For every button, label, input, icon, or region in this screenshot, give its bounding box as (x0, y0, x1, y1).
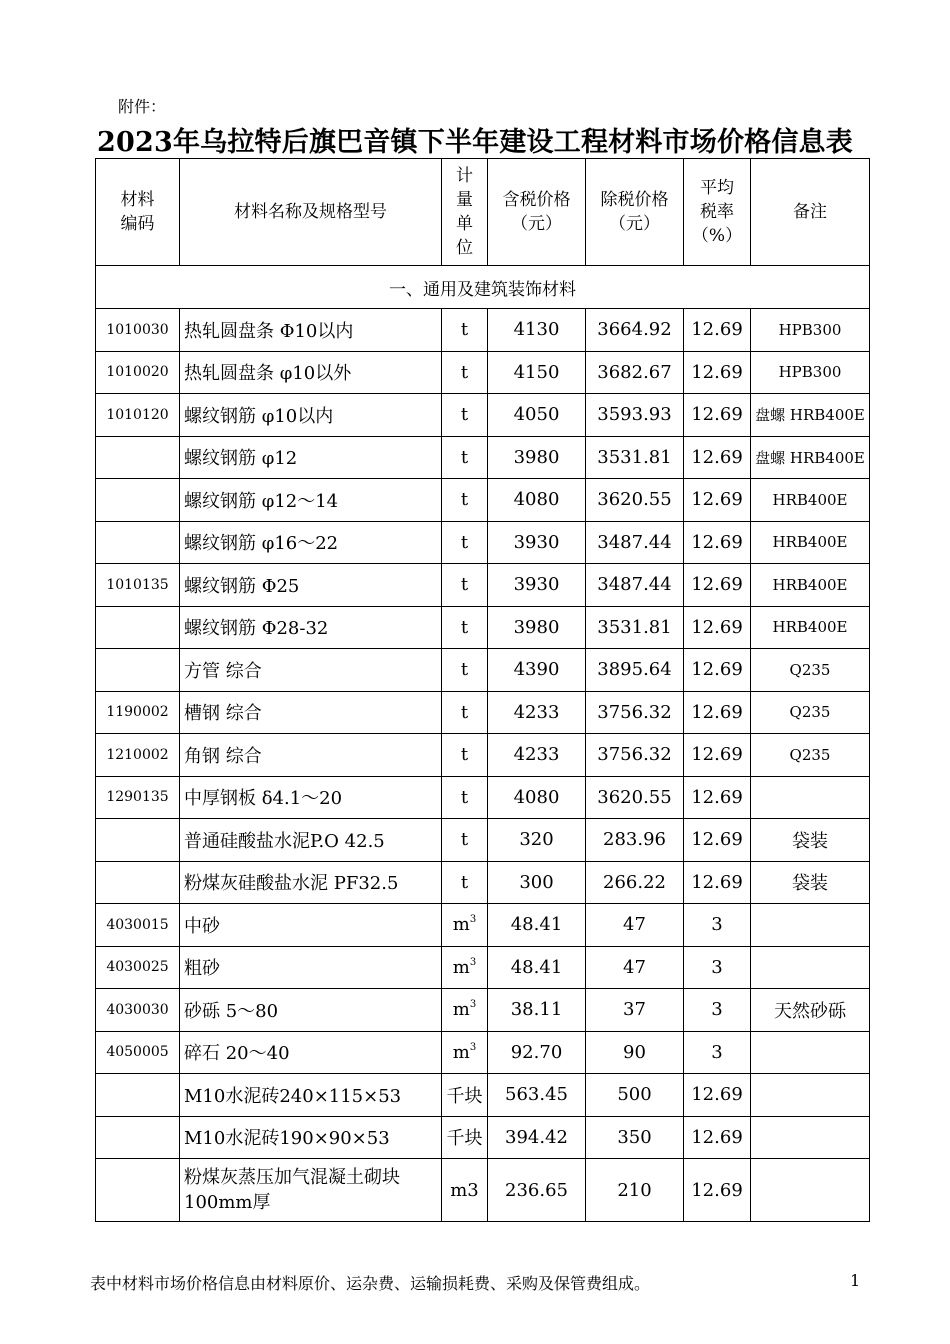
material-name: 中砂 (180, 904, 442, 947)
price-with-tax: 38.11 (488, 989, 586, 1032)
unit: t (442, 776, 488, 819)
price-without-tax: 90 (586, 1031, 684, 1074)
note: 盘螺 HRB400E (751, 436, 870, 479)
price-without-tax: 3664.92 (586, 309, 684, 352)
price-with-tax: 4050 (488, 394, 586, 437)
note: Q235 (751, 691, 870, 734)
table-row (96, 946, 870, 989)
unit: t (442, 649, 488, 692)
table-row (96, 521, 870, 564)
material-code (96, 819, 180, 862)
price-without-tax: 3620.55 (586, 776, 684, 819)
tax-rate: 12.69 (684, 776, 751, 819)
note: 盘螺 HRB400E (751, 394, 870, 437)
header-unit: 计 量 单 位 (442, 159, 488, 266)
section-row (96, 266, 870, 309)
price-without-tax: 3487.44 (586, 521, 684, 564)
table-row (96, 776, 870, 819)
price-without-tax: 266.22 (586, 861, 684, 904)
unit: t (442, 734, 488, 777)
tax-rate: 12.69 (684, 521, 751, 564)
price-with-tax: 4130 (488, 309, 586, 352)
header-tax-rate: 平均 税率 （%） (684, 159, 751, 266)
table-row (96, 1116, 870, 1159)
material-code (96, 606, 180, 649)
unit: t (442, 564, 488, 607)
unit: t (442, 861, 488, 904)
material-code: 1010030 (96, 309, 180, 352)
tax-rate: 12.69 (684, 436, 751, 479)
tax-rate: 12.69 (684, 1116, 751, 1159)
table-row (96, 606, 870, 649)
note: HRB400E (751, 521, 870, 564)
price-with-tax: 4233 (488, 691, 586, 734)
material-name: 热轧圆盘条 Φ10以内 (180, 309, 442, 352)
tax-rate: 12.69 (684, 861, 751, 904)
note: HPB300 (751, 351, 870, 394)
material-name: 粗砂 (180, 946, 442, 989)
price-without-tax: 3895.64 (586, 649, 684, 692)
tax-rate: 3 (684, 989, 751, 1032)
material-code: 1210002 (96, 734, 180, 777)
note: 袋装 (751, 819, 870, 862)
material-code (96, 861, 180, 904)
material-name: 方管 综合 (180, 649, 442, 692)
tax-rate: 3 (684, 1031, 751, 1074)
material-name: 螺纹钢筋 Φ28-32 (180, 606, 442, 649)
unit: t (442, 436, 488, 479)
unit: $m^3$ (442, 904, 488, 947)
unit: t (442, 819, 488, 862)
unit: t (442, 691, 488, 734)
material-code: 4030015 (96, 904, 180, 947)
price-with-tax: 3980 (488, 606, 586, 649)
price-with-tax: 4080 (488, 479, 586, 522)
price-without-tax: 210 (586, 1159, 684, 1222)
price-without-tax: 37 (586, 989, 684, 1032)
table-row (96, 309, 870, 352)
table-row (96, 904, 870, 947)
material-name: 螺纹钢筋 Φ25 (180, 564, 442, 607)
material-code (96, 521, 180, 564)
material-name: M10水泥砖190×90×53 (180, 1116, 442, 1159)
unit: t (442, 394, 488, 437)
material-name: 砂砾 5～80 (180, 989, 442, 1032)
price-with-tax: 48.41 (488, 946, 586, 989)
unit: $m^3$ (442, 989, 488, 1032)
material-name: 螺纹钢筋 φ12 (180, 436, 442, 479)
unit: $m^3$ (442, 1031, 488, 1074)
tax-rate: 12.69 (684, 1159, 751, 1222)
material-name: 角钢 综合 (180, 734, 442, 777)
price-without-tax: 3593.93 (586, 394, 684, 437)
unit: t (442, 351, 488, 394)
price-with-tax: 320 (488, 819, 586, 862)
material-code (96, 479, 180, 522)
material-name: 槽钢 综合 (180, 691, 442, 734)
page-title: 2023年乌拉特后旗巴音镇下半年建设工程材料市场价格信息表 (97, 127, 853, 158)
material-name: 螺纹钢筋 φ10以内 (180, 394, 442, 437)
price-with-tax: 92.70 (488, 1031, 586, 1074)
table-row (96, 734, 870, 777)
section-title: 一、通用及建筑装饰材料 (96, 266, 870, 309)
price-with-tax: 3980 (488, 436, 586, 479)
material-name: 中厚钢板 δ4.1～20 (180, 776, 442, 819)
material-code (96, 1159, 180, 1222)
material-code: 1010135 (96, 564, 180, 607)
note: 袋装 (751, 861, 870, 904)
unit: t (442, 606, 488, 649)
attachment-label: 附件： (118, 97, 167, 116)
price-without-tax: 3531.81 (586, 606, 684, 649)
tax-rate: 12.69 (684, 649, 751, 692)
table-row (96, 394, 870, 437)
note (751, 1159, 870, 1222)
tax-rate: 3 (684, 904, 751, 947)
material-name: 热轧圆盘条 φ10以外 (180, 351, 442, 394)
note (751, 904, 870, 947)
header-name: 材料名称及规格型号 (180, 159, 442, 266)
price-without-tax: 47 (586, 946, 684, 989)
table-header-row (96, 159, 870, 266)
unit: 千块 (442, 1116, 488, 1159)
table-row (96, 691, 870, 734)
header-code: 材料 编码 (96, 159, 180, 266)
price-with-tax: 300 (488, 861, 586, 904)
unit: m3 (442, 1159, 488, 1222)
note: HRB400E (751, 564, 870, 607)
note (751, 946, 870, 989)
material-name: 粉煤灰蒸压加气混凝土砌块100mm厚 (180, 1159, 442, 1222)
tax-rate: 12.69 (684, 564, 751, 607)
material-name: 螺纹钢筋 φ16～22 (180, 521, 442, 564)
note (751, 1116, 870, 1159)
table-row (96, 819, 870, 862)
note (751, 1074, 870, 1117)
material-code (96, 1116, 180, 1159)
price-without-tax: 47 (586, 904, 684, 947)
tax-rate: 12.69 (684, 309, 751, 352)
tax-rate: 12.69 (684, 606, 751, 649)
note: HPB300 (751, 309, 870, 352)
tax-rate: 12.69 (684, 351, 751, 394)
table-row (96, 861, 870, 904)
price-without-tax: 500 (586, 1074, 684, 1117)
price-without-tax: 3756.32 (586, 734, 684, 777)
page-number: 1 (850, 1271, 861, 1290)
price-without-tax: 350 (586, 1116, 684, 1159)
price-with-tax: 3930 (488, 521, 586, 564)
material-code: 4050005 (96, 1031, 180, 1074)
price-with-tax: 3930 (488, 564, 586, 607)
table-row (96, 649, 870, 692)
tax-rate: 12.69 (684, 734, 751, 777)
note: Q235 (751, 734, 870, 777)
price-table (95, 158, 870, 1222)
price-without-tax: 3531.81 (586, 436, 684, 479)
price-with-tax: 4080 (488, 776, 586, 819)
material-name: 螺纹钢筋 φ12～14 (180, 479, 442, 522)
material-name: 粉煤灰硅酸盐水泥 PF32.5 (180, 861, 442, 904)
price-with-tax: 4150 (488, 351, 586, 394)
footer-note: 表中材料市场价格信息由材料原价、运杂费、运输损耗费、采购及保管费组成。 (90, 1274, 651, 1293)
note: 天然砂砾 (751, 989, 870, 1032)
header-price-notax: 除税价格 （元） (586, 159, 684, 266)
material-name: M10水泥砖240×115×53 (180, 1074, 442, 1117)
tax-rate: 12.69 (684, 479, 751, 522)
unit: $m^3$ (442, 946, 488, 989)
table-row (96, 1159, 870, 1222)
table-row (96, 564, 870, 607)
unit: t (442, 309, 488, 352)
tax-rate: 12.69 (684, 394, 751, 437)
table-row (96, 1031, 870, 1074)
price-without-tax: 3682.67 (586, 351, 684, 394)
table-row (96, 479, 870, 522)
price-with-tax: 48.41 (488, 904, 586, 947)
tax-rate: 12.69 (684, 1074, 751, 1117)
material-code (96, 436, 180, 479)
unit: t (442, 479, 488, 522)
price-with-tax: 4390 (488, 649, 586, 692)
unit: 千块 (442, 1074, 488, 1117)
header-note: 备注 (751, 159, 870, 266)
price-without-tax: 3756.32 (586, 691, 684, 734)
tax-rate: 12.69 (684, 819, 751, 862)
material-name: 碎石 20～40 (180, 1031, 442, 1074)
material-code: 1190002 (96, 691, 180, 734)
note: Q235 (751, 649, 870, 692)
price-with-tax: 4233 (488, 734, 586, 777)
price-with-tax: 394.42 (488, 1116, 586, 1159)
price-without-tax: 3620.55 (586, 479, 684, 522)
price-without-tax: 283.96 (586, 819, 684, 862)
material-code: 1010020 (96, 351, 180, 394)
tax-rate: 3 (684, 946, 751, 989)
material-code (96, 1074, 180, 1117)
header-price-tax: 含税价格 （元） (488, 159, 586, 266)
price-without-tax: 3487.44 (586, 564, 684, 607)
note (751, 776, 870, 819)
price-with-tax: 563.45 (488, 1074, 586, 1117)
tax-rate: 12.69 (684, 691, 751, 734)
table-row (96, 351, 870, 394)
price-with-tax: 236.65 (488, 1159, 586, 1222)
material-code: 4030025 (96, 946, 180, 989)
note: HRB400E (751, 479, 870, 522)
note: HRB400E (751, 606, 870, 649)
note (751, 1031, 870, 1074)
material-code: 1010120 (96, 394, 180, 437)
table-row (96, 989, 870, 1032)
table-row (96, 436, 870, 479)
unit: t (442, 521, 488, 564)
material-name: 普通硅酸盐水泥P.O 42.5 (180, 819, 442, 862)
table-row (96, 1074, 870, 1117)
material-code: 1290135 (96, 776, 180, 819)
material-code: 4030030 (96, 989, 180, 1032)
material-code (96, 649, 180, 692)
